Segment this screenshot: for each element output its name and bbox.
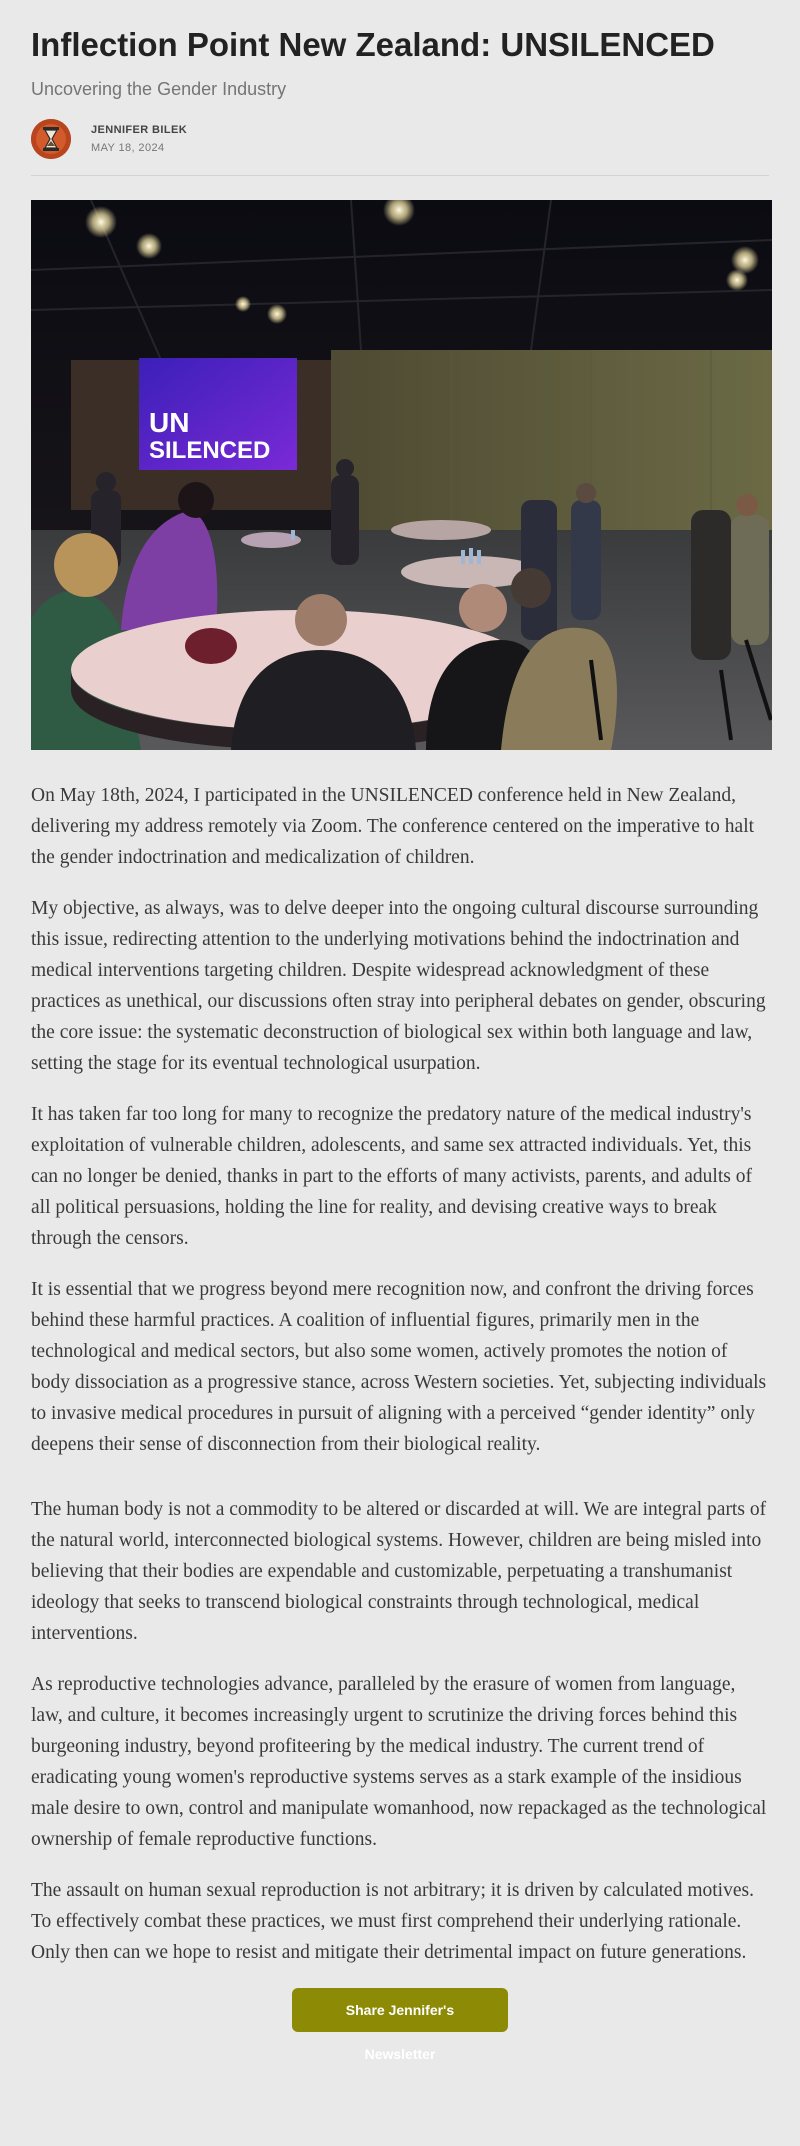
- article-body: [31, 780, 769, 1968]
- author-name[interactable]: JENNIFER BILEK: [91, 124, 188, 136]
- screen-text-line2: SILENCED: [149, 437, 271, 464]
- post-date: MAY 18, 2024: [91, 142, 165, 154]
- article-paragraph: It is essential that we progress beyond mere recognition now, and confront the driving forces behind these harmful practices. A coalition of influential figures, primarily men in the technological and medical sectors, but also some women, actively promotes the notion of body dissociation as a progressive stance, across Western societies. Yet, subjecting individuals to invasive medical procedures in pursuit of aligning with a perceived “gender identity” only deepens their sense of disconnection from their biological reality.: [31, 1279, 767, 1455]
- article-paragraph: It has taken far too long for many to recognize the predatory nature of the medical industry's exploitation of vulnerable children, adolescents, and same sex attracted individuals. Yet, this can no longer be denied, thanks in part to the efforts of many activists, parents, and adults of all political persuasions, holding the line for reality, and devising creative ways to break through the censors.: [31, 1104, 752, 1249]
- hero-image[interactable]: [31, 200, 772, 750]
- hourglass-icon: [31, 119, 71, 159]
- screen-text-line1: UN: [149, 407, 190, 438]
- byline-meta: [91, 122, 187, 156]
- article-paragraph: On May 18th, 2024, I participated in the UNSILENCED conference held in New Zealand, delivering my address remotely via Zoom. The conference centered on the imperative to halt the gender indoctrination and medicalization of children.: [31, 785, 755, 868]
- cta-container: [31, 1988, 769, 2064]
- article-paragraph: The human body is not a commodity to be altered or discarded at will. We are integral parts of the natural world, interconnected biological systems. However, children are being misled into believing that their bodies are expendable and customizable, perpetuating a transhumanist ideology that seeks to transcend biological constraints through technological, medical interventions.: [31, 1499, 767, 1644]
- divider: [31, 175, 769, 176]
- article-paragraph: The assault on human sexual reproduction is not arbitrary; it is driven by calculated motives. To effectively combat these practices, we must first comprehend their underlying rationale. Only then can we hope to resist and mitigate their detrimental impact on future generations.: [31, 1880, 754, 1963]
- post-title[interactable]: Inflection Point New Zealand: UNSILENCED: [31, 26, 715, 63]
- author-avatar[interactable]: [31, 119, 71, 159]
- article-paragraph: As reproductive technologies advance, paralleled by the erasure of women from language, law, and culture, it becomes increasingly urgent to scrutinize the driving forces behind this burgeoning industry, beyond profiteering by the medical industry. The current trend of eradicating young women's reproductive systems serves as a stark example of the insidious male desire to own, control and manipulate womanhood, now repackaged as the technological ownership of female reproductive functions.: [31, 1674, 767, 1850]
- article-paragraph: My objective, as always, was to delve deeper into the ongoing cultural discourse surrounding this issue, redirecting attention to the underlying motivations behind the indoctrination and medical interventions targeting children. Despite widespread acknowledgment of these practices as unethical, our discussions often stray into peripheral debates on gender, obscuring the core issue: the systematic deconstruction of biological sex within both language and law, setting the stage for its eventual technological usurpation.: [31, 898, 766, 1074]
- post-subtitle: Uncovering the Gender Industry: [31, 79, 287, 99]
- share-newsletter-button[interactable]: Share Jennifer's Newsletter: [292, 1988, 508, 2032]
- byline: [31, 118, 769, 160]
